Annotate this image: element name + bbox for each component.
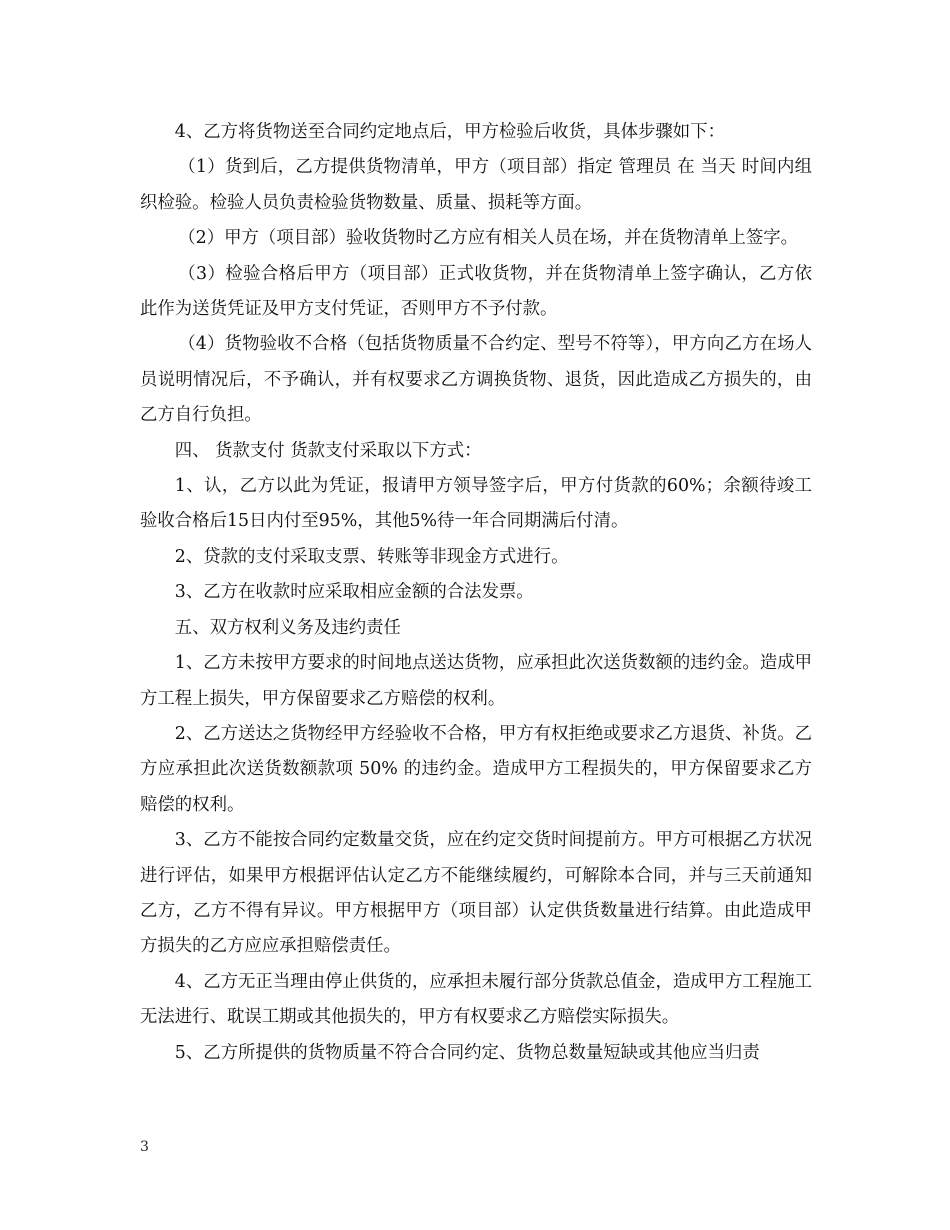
payment-item-3: 3、乙方在收款时应采取相应金额的合法发票。 [174,582,534,603]
liability-item-4: 4、乙方无正当理由停止供货的，应承担未履行部分货款总值金，造成甲方工程施工无法进行、耽误工期或其他损失的，甲方有权要求乙方赔偿实际损失。 [140,971,812,1028]
section-5-heading: 五、双方权利义务及违约责任 [174,617,401,638]
subclause-1-paragraph: （1）货到后，乙方提供货物清单，甲方（项目部）指定 管理员 在 当天 时间内组织检验。检验人员负责检验货物数量、质量、损耗等方面。 [140,157,812,213]
liability-item-5: 5、乙方所提供的货物质量不符合合同约定、货物总数量短缺或其他应当归责 [174,1042,760,1063]
section-4-heading: 四、 货款支付 货款支付采取以下方式： [174,440,482,461]
subclause-3-paragraph: （3）检验合格后甲方（项目部）正式收货物，并在货物清单上签字确认，乙方依此作为送货凭证及甲方支付凭证，否则甲方不予付款。 [140,263,812,320]
page-number: 3 [140,1139,149,1155]
document-body [140,115,812,1071]
liability-item-2: 2、乙方送达之货物经甲方经验收不合格，甲方有权拒绝或要求乙方退货、补货。乙方应承担此次送货数额款项 50% 的违约金。造成甲方工程损失的，甲方保留要求乙方赔偿的权利。 [140,723,812,815]
liability-item-1: 1、乙方未按甲方要求的时间地点送达货物，应承担此次送货数额的违约金。造成甲方工程上损失，甲方保留要求乙方赔偿的权利。 [140,653,812,709]
payment-item-2: 2、贷款的支付采取支票、转账等非现金方式进行。 [174,546,569,567]
payment-item-1: 1、认，乙方以此为凭证，报请甲方领导签字后，甲方付货款的60%；余额待竣工验收合格后15日内付至95%，其他5%待一年合同期满后付清。 [140,476,812,532]
clause-4-paragraph: 4、乙方将货物送至合同约定地点后，甲方检验后收货，具体步骤如下： [174,122,725,142]
subclause-4-paragraph: （4）货物验收不合格（包括货物质量不合约定、型号不符等），甲方向乙方在场人员说明情况后，不予确认，并有权要求乙方调换货物、退货，因此造成乙方损失的，由乙方自行负担。 [140,334,812,426]
liability-item-3: 3、乙方不能按合同约定数量交货，应在约定交货时间提前方。甲方可根据乙方状况进行评估，如果甲方根据评估认定乙方不能继续履约，可解除本合同，并与三天前通知乙方，乙方不得有异议。甲方根据甲方（项目部）认定供货数量进行结算。由此造成甲方损失的乙方应应承担赔偿责任。 [140,830,812,957]
subclause-2-paragraph: （2）甲方（项目部）验收货物时乙方应有相关人员在场，并在货物清单上签字。 [178,228,799,249]
